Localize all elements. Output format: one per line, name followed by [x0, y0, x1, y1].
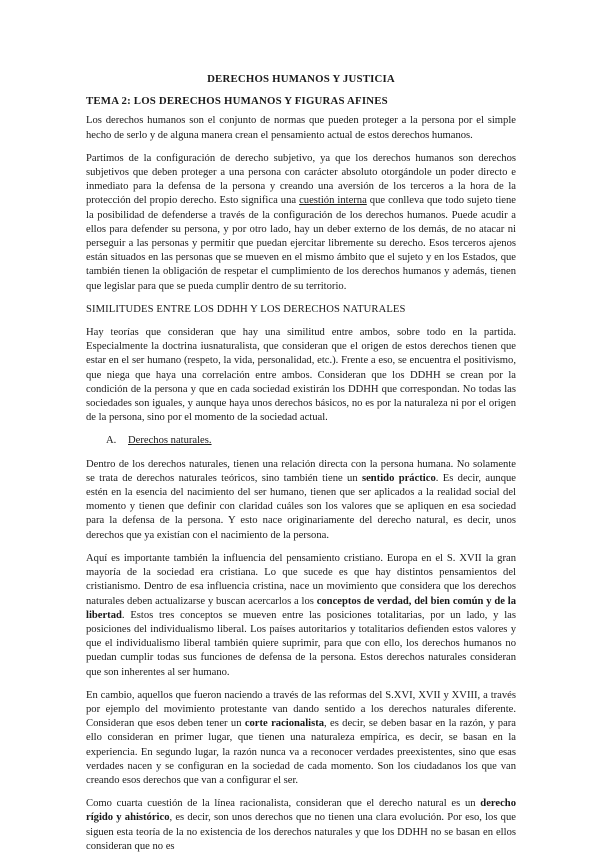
text-run: , es decir, son unos derechos que no tienen una clara evolución. Por eso, los que siguen esta teoría de la no existencia de los derechos naturales y que los DDHH no se basan en ellos consideran que no es — [86, 812, 516, 852]
text-run: Dentro de los derechos naturales, tienen una relación directa con la persona humana. No solamente se trata de derechos naturales teóricos, sino también tiene un — [86, 458, 516, 484]
paragraph-similarities: Hay teorías que consideran que hay una similitud entre ambos, sobre todo en la partida. Especialmente la doctrina iusnaturalista, que consideran que el origen de estos derechos tienen que estar en el ser humano (respeto, la vida, personalidad, etc.). Frente a eso, se encuentra el positivismo, que niega que haya una correlación entre ambos. Consideran que los DDHH se crean por la condición de la persona y que en cada sociedad existirán los DDHH que correspondan. No todas las sociedades son iguales, y aunque haya unos derechos básicos, no es por la naturaleza ni por el origen de la persona, sino por el momento de la sociedad actual. — [86, 327, 516, 424]
bold-term: sentido práctico — [361, 472, 436, 484]
text-run: , es decir, se deben basar en la razón, y para ello consideran en primer lugar, que tienen una naturaleza empírica, es decir, se basan en la experiencia. En segundo lugar, la razón nunca va a reconocer verdades preexistentes, sino que esas verdades nacen y se configuran en la sociedad de cada momento. Son los ciudadanos los que van creando esos derechos que van a configurar el ser. — [86, 718, 516, 786]
paragraph-reforms — [86, 689, 516, 788]
paragraph-subjective-right — [86, 152, 516, 294]
text-run: Partimos de la configuración de derecho subjetivo, ya que los derechos humanos son derechos subjetivos que deben proteger a una persona con carácter absoluto otorgándole un poder directo e inmediato para la defensa de la persona y creando una aversión de los terceros a la hora de la protección del propio derecho. Esto significa una — [86, 152, 516, 207]
bold-term: conceptos de verdad, del bien común y de la libertad — [86, 595, 516, 621]
list-heading-label: Derechos naturales. — [128, 435, 212, 447]
paragraph-christian-thought — [86, 552, 516, 680]
bold-term: corte racionalista — [244, 718, 325, 730]
text-run: . Estos tres conceptos se mueven entre las posiciones totalitarias, por un lado, y las posiciones del individualismo liberal. Los países autoritarios y totalitarios defienden estos valores y que el individualismo liberal también quiere suprimir, para que con ello, los derechos humanos no puedan cumplir todas sus funciones de defensa de la persona. Estos derechos naturales consideran que son inherentes al ser humano. — [86, 609, 516, 678]
underlined-term: cuestión interna — [299, 195, 367, 207]
paragraph-natural-rights — [86, 458, 516, 543]
list-marker: A. — [106, 435, 117, 447]
paragraph-intro: Los derechos humanos son el conjunto de normas que pueden proteger a la persona por el simple hecho de serlo y de alguna manera crean el pensamiento actual de estos derechos humanos. — [86, 115, 516, 141]
paragraph-rationalist — [86, 797, 516, 854]
text-run: que conlleva que todo sujeto tiene la posibilidad de defenderse a través de la configuración de los derechos humanos. Puede acudir a ellos para defender su persona, y por otro lado, hay un deber externo de los demás, de no atacar ni perseguir a las personas y permitir que puedan ejercitar libremente su derecho. Esos terceros ajenos están situados en las personas que se mueven en el mismo ámbito que el sujeto y en los Estados, que también tienen la obligación de respetar el cumplimiento de los derechos humanos y además, tienen que legislar para que se pueda cumplir dentro de su territorio. — [86, 195, 516, 292]
topic-heading: TEMA 2: LOS DERECHOS HUMANOS Y FIGURAS AFINES — [86, 95, 388, 108]
document-body — [86, 72, 516, 863]
text-run: . Es decir, aunque estén en la esencia del nacimiento del ser humano, tienen que ser aplicados a la realidad social del momento y tienen que definir con claridad cuáles son los valores que se apliquen en esa sociedad para la defensa de la persona. Y esto nace originariamente del derecho natural, es decir, unos derechos que ya existían con el nacimiento de la persona. — [86, 472, 516, 541]
section-heading: SIMILITUDES ENTRE LOS DDHH Y LOS DERECHOS NATURALES — [86, 303, 406, 315]
list-heading — [86, 434, 516, 448]
text-run: Como cuarta cuestión de la línea racionalista, consideran que el derecho natural es un — [86, 798, 481, 810]
document-title: DERECHOS HUMANOS Y JUSTICIA — [207, 73, 395, 85]
text-run: Aquí es importante también la influencia del pensamiento cristiano. Europa en el S. XVII la gran mayoría de la sociedad era cristiana. Lo que sucede es que hay distintos pensamientos del cristianismo. Dentro de esa influencia cristina, nace un movimiento que considera que los derechos naturales deben actualizarse y buscan acercarlos a los — [86, 552, 516, 607]
bold-term: derecho rígido y ahistórico — [86, 798, 516, 824]
text-run: En cambio, aquellos que fueron naciendo a través de las reformas del S.XVI, XVII y XVIII, a través por ejemplo del movimiento protestante van dando sentido a los derechos naturales diferente. Consideran que esos deben tener un — [86, 689, 516, 730]
